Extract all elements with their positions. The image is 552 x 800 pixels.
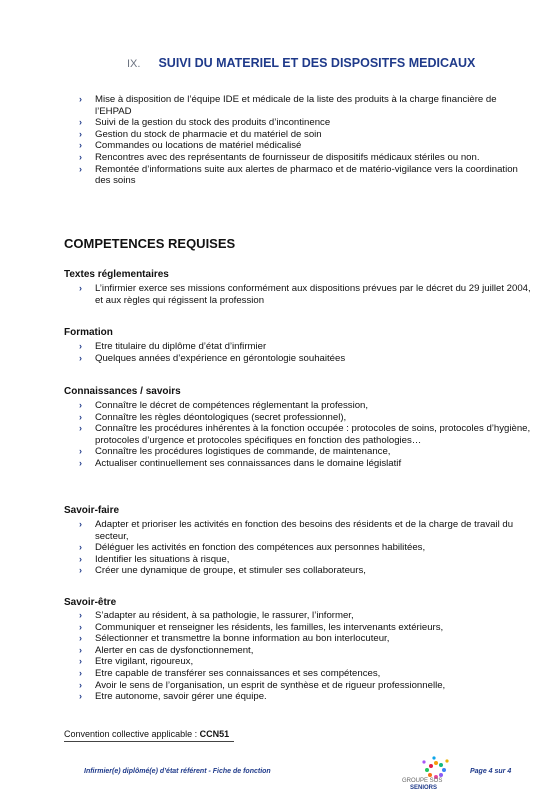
list-item: › Sélectionner et transmettre la bonne information au bon interlocuteur, — [79, 633, 390, 645]
chevron-right-icon: › — [79, 352, 82, 363]
list-item: › Etre autonome, savoir gérer une équipe. — [79, 691, 267, 703]
section-list — [79, 94, 534, 187]
convention-value: CCN51 — [199, 729, 230, 739]
list-item: › Connaître les procédures inhérentes à la fonction occupée : protocoles de soins, protocoles d’hygiène, protocoles d’urgence et protocoles spécifiques en fonction des pathologies… — [79, 423, 531, 446]
chevron-right-icon: › — [79, 94, 82, 104]
list-item: › Connaître le décret de compétences réglementant la profession, — [79, 400, 369, 411]
list-item: › Connaître les règles déontologiques (secret professionnel), — [79, 411, 347, 423]
logo-text-line1: GROUPE SOS — [402, 778, 443, 784]
list-item: › Avoir le sens de l’organisation, un esprit de synthèse et de rigueur professionnelle, — [79, 679, 446, 691]
list-item: › Remontée d’informations suite aux alertes de pharmaco et de matério-vigilance vers la coordination des soins — [79, 163, 518, 187]
list-item: › Déléguer les activités en fonction des compétences aux personnes habilitées, — [79, 542, 426, 554]
formation-heading: Formation — [64, 327, 113, 338]
chevron-right-icon: › — [79, 610, 82, 620]
section-number: IX. — [127, 58, 141, 70]
chevron-right-icon: › — [79, 163, 82, 174]
chevron-right-icon: › — [79, 457, 82, 468]
chevron-right-icon: › — [79, 565, 82, 576]
chevron-right-icon: › — [79, 140, 82, 151]
section-title — [127, 56, 475, 70]
chevron-right-icon: › — [79, 621, 82, 632]
savoir-etre-list — [79, 610, 534, 703]
chevron-right-icon: › — [79, 691, 82, 702]
list-item: › Adapter et prioriser les activités en fonction des besoins des résidents et de la charge de travail du secteur, — [79, 519, 514, 542]
list-item: › S’adapter au résident, à sa pathologie, le rassurer, l’informer, — [79, 610, 354, 621]
connaissances-heading: Connaissances / savoirs — [64, 386, 181, 397]
list-item: › Mise à disposition de l’équipe IDE et médicale de la liste des produits à la charge financière de l’EHPAD — [79, 94, 497, 117]
list-item: › Créer une dynamique de groupe, et stimuler ses collaborateurs, — [79, 565, 366, 577]
savoir-faire-heading: Savoir-faire — [64, 505, 120, 516]
chevron-right-icon: › — [79, 411, 82, 422]
chevron-right-icon: › — [79, 633, 82, 644]
list-item: › Quelques années d’expérience en gérontologie souhaitées — [79, 352, 346, 364]
list-item: › Actualiser continuellement ses connaissances dans le domaine législatif — [79, 457, 402, 469]
textes-list — [79, 283, 534, 306]
list-item: › Gestion du stock de pharmacie et du matériel de soin — [79, 128, 322, 140]
page-number: Page 4 sur 4 — [470, 768, 512, 775]
chevron-right-icon: › — [79, 679, 82, 690]
chevron-right-icon: › — [79, 667, 82, 678]
list-item: › Suivi de la gestion du stock des produits d’incontinence — [79, 117, 331, 129]
logo-text-line2: SENIORS — [410, 785, 438, 791]
chevron-right-icon: › — [79, 644, 82, 655]
list-item: › Etre capable de transférer ses connaissances et ses compétences, — [79, 667, 381, 679]
list-item: › Identifier les situations à risque, — [79, 553, 230, 565]
competences-heading: COMPETENCES REQUISES — [64, 236, 236, 251]
footer-document-title: Infirmier(e) diplômé(e) d’état référent - Fiche de fonction — [84, 768, 271, 775]
list-item: › Commandes ou locations de matériel médicalisé — [79, 140, 302, 152]
savoir-etre-heading: Savoir-être — [64, 597, 117, 608]
list-item: › Alerter en cas de dysfonctionnement, — [79, 644, 254, 656]
list-item: › Etre vigilant, rigoureux, — [79, 656, 194, 668]
convention-line — [64, 729, 229, 739]
section-title-text: SUIVI DU MATERIEL ET DES DISPOSITFS MEDICAUX — [158, 56, 476, 70]
footer-divider — [64, 741, 234, 742]
chevron-right-icon: › — [79, 423, 82, 434]
list-item: › L’infirmier exerce ses missions conformément aux dispositions prévues par le décret du 29 juillet 2004, et aux règles qui régissent la profession — [79, 283, 531, 306]
chevron-right-icon: › — [79, 519, 82, 529]
list-item: › Connaître les procédures logistiques de commande, de maintenance, — [79, 446, 391, 458]
connaissances-list — [79, 400, 534, 470]
convention-label: Convention collective applicable : — [64, 729, 200, 739]
chevron-right-icon: › — [79, 151, 82, 162]
chevron-right-icon: › — [79, 553, 82, 564]
chevron-right-icon: › — [79, 446, 82, 457]
list-item: › Rencontres avec des représentants de fournisseur de dispositifs médicaux stériles ou non. — [79, 151, 480, 163]
list-item: › Communiquer et renseigner les résidents, les familles, les intervenants extérieurs, — [79, 621, 444, 633]
formation-list — [79, 341, 534, 364]
chevron-right-icon: › — [79, 341, 82, 351]
chevron-right-icon: › — [79, 542, 82, 553]
chevron-right-icon: › — [79, 400, 82, 410]
savoir-faire-list — [79, 519, 534, 577]
chevron-right-icon: › — [79, 117, 82, 128]
textes-heading: Textes réglementaires — [64, 269, 169, 280]
chevron-right-icon: › — [79, 283, 82, 293]
list-item: › Etre titulaire du diplôme d’état d’infirmier — [79, 341, 267, 352]
chevron-right-icon: › — [79, 128, 82, 139]
chevron-right-icon: › — [79, 656, 82, 667]
